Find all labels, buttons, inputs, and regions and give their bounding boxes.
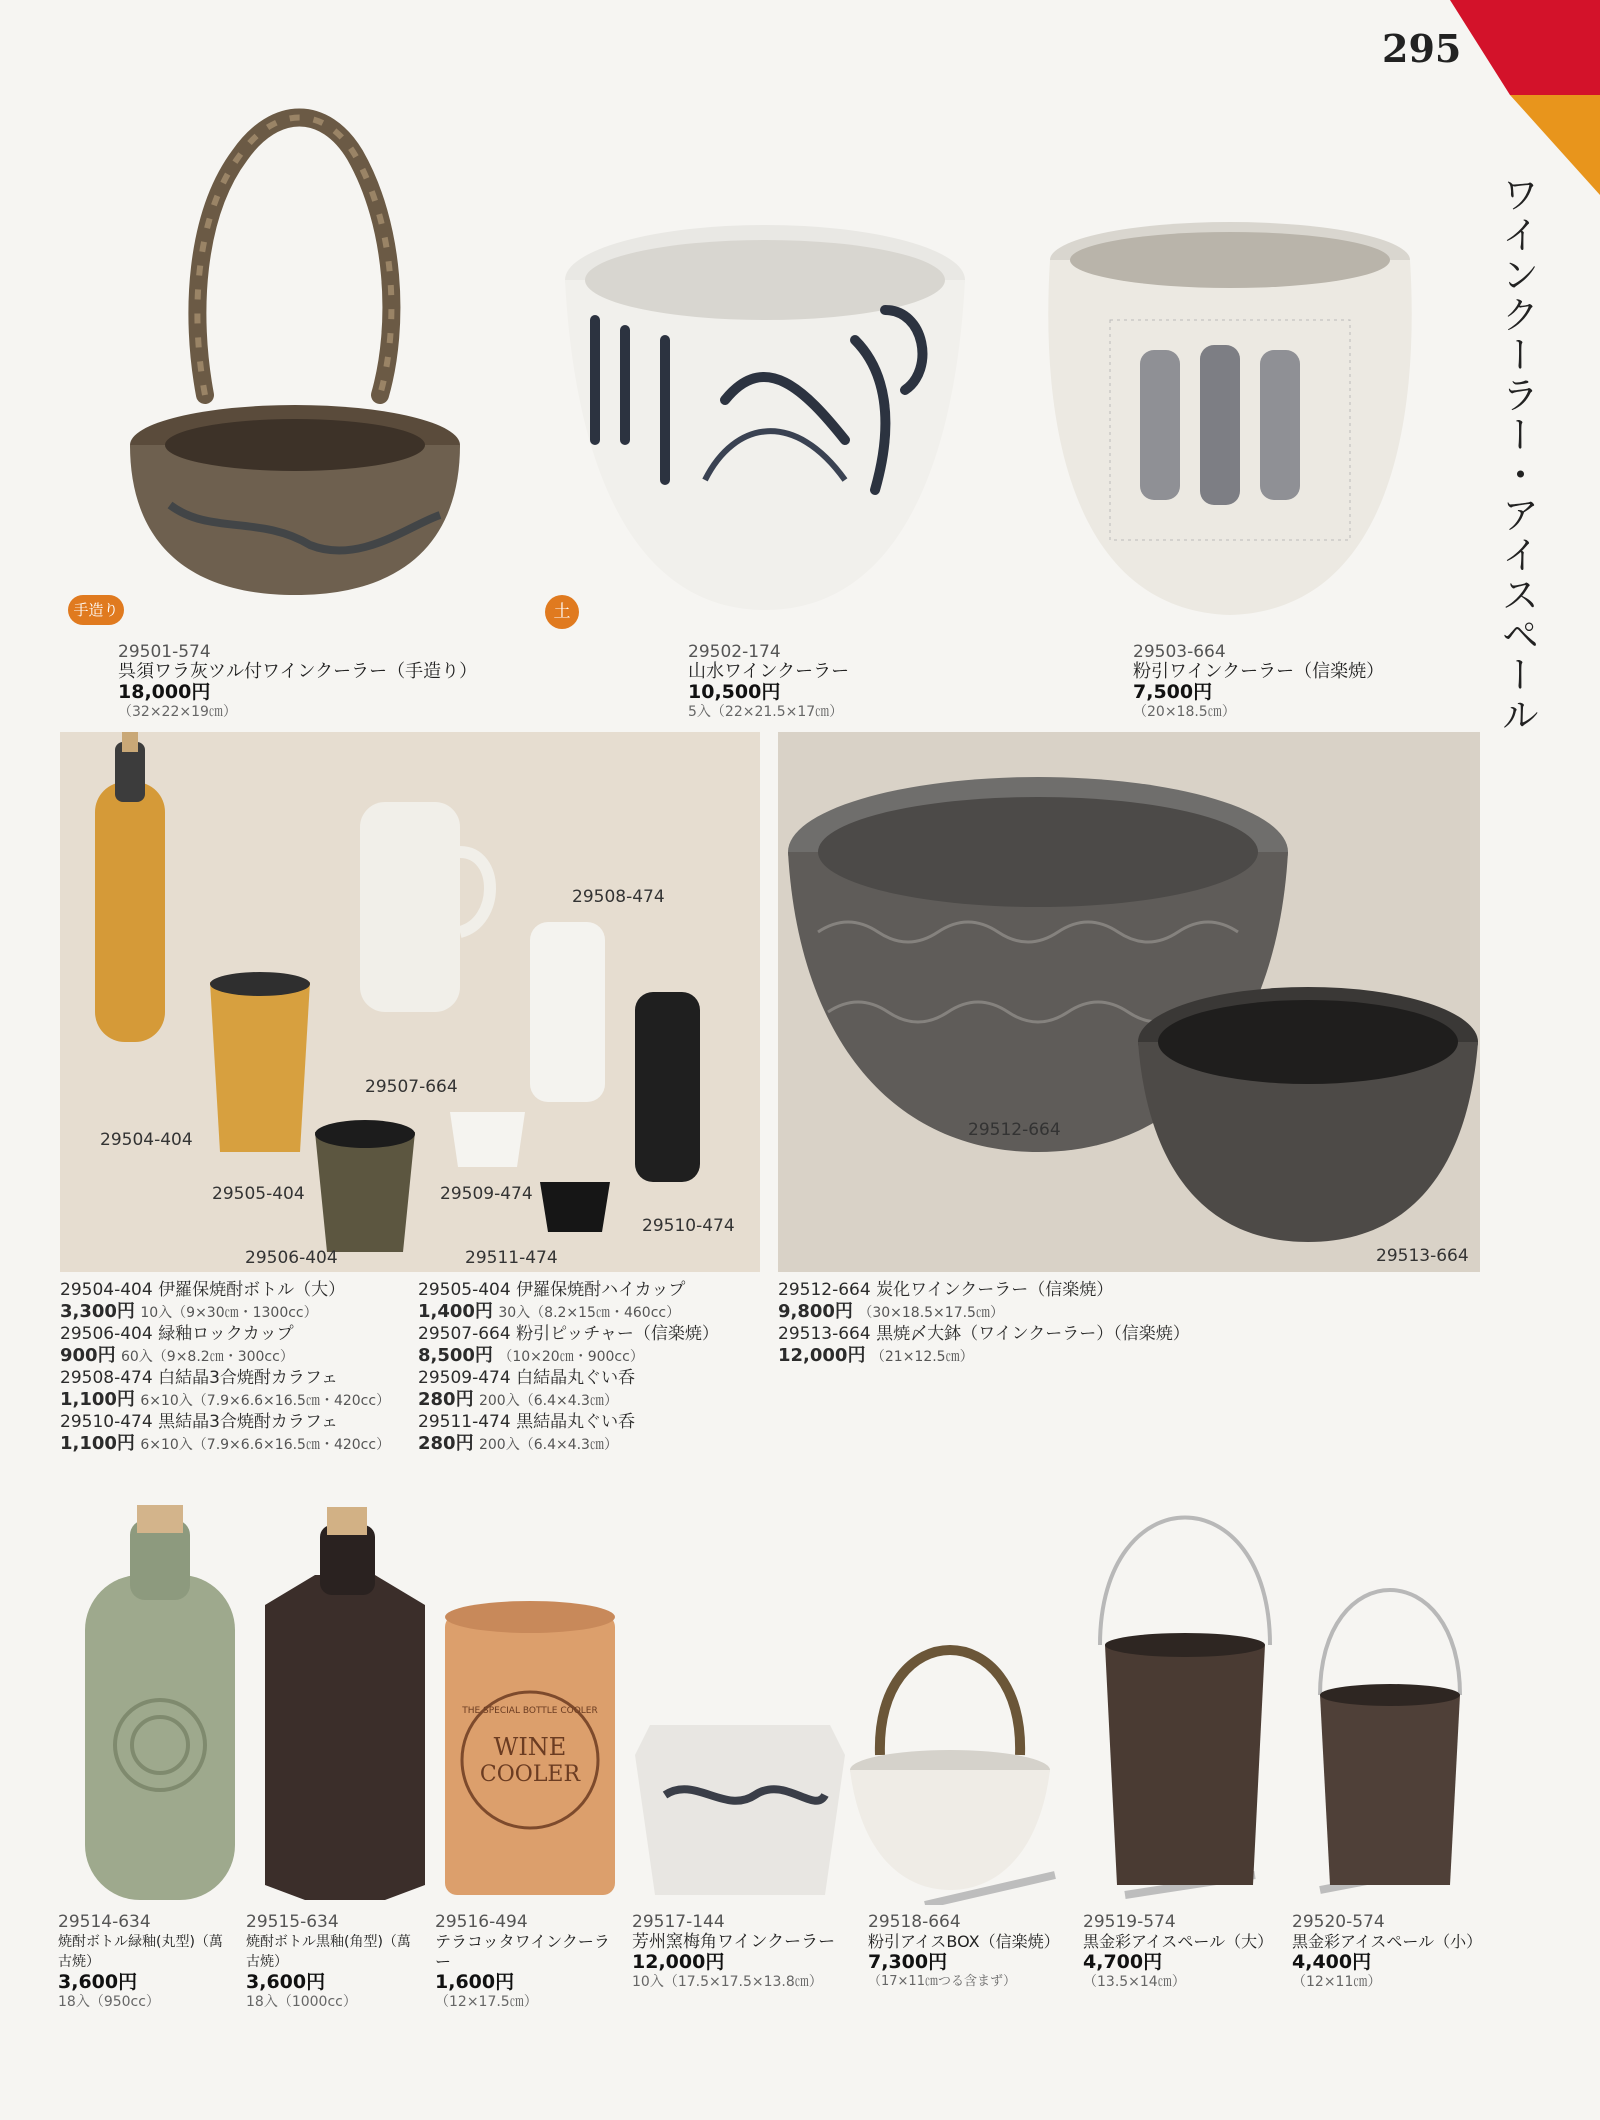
product-spec: （13.5×14㎝） xyxy=(1083,1974,1186,1990)
product-image-29501 xyxy=(110,95,470,615)
product-price: 3,600円 xyxy=(58,1971,138,1993)
caption-row xyxy=(418,1368,719,1389)
product-name: 白結晶3合焼酎カラフェ xyxy=(158,1368,339,1388)
product-price: 900円 xyxy=(60,1345,116,1366)
page-number: 295 xyxy=(1382,26,1462,71)
product-price: 4,400円 xyxy=(1292,1951,1372,1973)
product-name: 黒焼〆大鉢（ワインクーラー）（信楽焼） xyxy=(876,1324,1190,1344)
caption-row xyxy=(60,1345,390,1368)
label-29507: 29507-664 xyxy=(365,1077,458,1097)
caption-29517 xyxy=(632,1912,857,1992)
caption-row xyxy=(418,1280,719,1301)
caption-row xyxy=(418,1345,719,1368)
product-name: 伊羅保焼酎ハイカップ xyxy=(516,1280,686,1300)
product-name: 炭化ワインクーラー（信楽焼） xyxy=(876,1280,1114,1300)
caption-29519 xyxy=(1083,1912,1283,1992)
product-name: 白結晶丸ぐい呑 xyxy=(516,1368,636,1388)
cooler-print-cooler: COOLER xyxy=(479,1762,581,1787)
product-code: 29511-474 xyxy=(418,1412,511,1432)
corner-decoration xyxy=(1420,0,1600,200)
product-name: 芳州窯梅角ワインクーラー xyxy=(632,1932,836,1952)
product-name: テラコッタワインクーラー xyxy=(435,1932,610,1971)
product-spec: 18入（1000cc） xyxy=(246,1994,357,2010)
caption-row xyxy=(778,1345,1190,1368)
product-code: 29512-664 xyxy=(778,1280,871,1300)
product-spec: 200入（6.4×4.3㎝） xyxy=(478,1393,618,1409)
section-title: ワインクーラー・アイスペール xyxy=(1495,175,1539,735)
label-29506: 29506-404 xyxy=(245,1248,338,1268)
product-image-29502 xyxy=(555,220,975,620)
product-code: 29514-634 xyxy=(58,1912,151,1932)
product-price: 12,000円 xyxy=(778,1345,866,1366)
caption-29503 xyxy=(1133,642,1384,722)
product-code: 29513-664 xyxy=(778,1324,871,1344)
product-code: 29506-404 xyxy=(60,1324,153,1344)
caption-row xyxy=(60,1433,390,1456)
bowls-illustration xyxy=(778,732,1480,1272)
product-spec: （32×22×19㎝） xyxy=(118,704,237,720)
earth-badge: 土 xyxy=(545,595,579,629)
product-price: 8,500円 xyxy=(418,1345,493,1366)
product-spec: 18入（950cc） xyxy=(58,1994,160,2010)
product-code: 29515-634 xyxy=(246,1912,339,1932)
label-29512: 29512-664 xyxy=(968,1120,1061,1140)
label-29511: 29511-474 xyxy=(465,1248,558,1268)
product-spec: 10入（17.5×17.5×13.8㎝） xyxy=(632,1974,823,1990)
caption-row xyxy=(60,1280,390,1301)
caption-29501 xyxy=(118,642,477,722)
product-spec: 10入（9×30㎝・1300cc） xyxy=(140,1305,318,1321)
product-code: 29518-664 xyxy=(868,1912,961,1932)
product-spec: （30×18.5×17.5㎝） xyxy=(858,1305,1004,1321)
product-spec: 30入（8.2×15㎝・460cc） xyxy=(498,1305,681,1321)
product-code: 29508-474 xyxy=(60,1368,153,1388)
caption-list-right xyxy=(778,1280,1190,1368)
product-spec: 60入（9×8.2㎝・300cc） xyxy=(120,1349,294,1365)
caption-row xyxy=(60,1324,390,1345)
caption-29516 xyxy=(435,1912,625,2012)
product-price: 7,300円 xyxy=(868,1951,948,1973)
product-image-29503 xyxy=(1040,220,1420,620)
caption-row xyxy=(418,1324,719,1345)
product-code: 29509-474 xyxy=(418,1368,511,1388)
caption-29502 xyxy=(688,642,849,722)
bottom-products-illustration xyxy=(55,1505,1505,1905)
product-name: 黒金彩アイスペール（大） xyxy=(1083,1932,1274,1951)
product-name: 粉引ワインクーラー（信楽焼） xyxy=(1133,661,1385,682)
label-29510: 29510-474 xyxy=(642,1216,735,1236)
product-spec: 6×10入（7.9×6.6×16.5㎝・420cc） xyxy=(140,1393,391,1409)
product-price: 9,800円 xyxy=(778,1301,853,1322)
product-price: 1,400円 xyxy=(418,1301,493,1322)
product-price: 4,700円 xyxy=(1083,1951,1163,1973)
product-price: 3,600円 xyxy=(246,1971,326,1993)
caption-list-left xyxy=(60,1280,390,1456)
product-name: 粉引ピッチャー（信楽焼） xyxy=(516,1324,719,1344)
shochu-set-illustration xyxy=(60,732,760,1272)
caption-29515 xyxy=(246,1912,421,2012)
caption-row xyxy=(418,1389,719,1412)
label-29508: 29508-474 xyxy=(572,887,665,907)
product-price: 7,500円 xyxy=(1133,681,1213,703)
product-price: 12,000円 xyxy=(632,1951,725,1973)
caption-row xyxy=(778,1301,1190,1324)
label-29504: 29504-404 xyxy=(100,1130,193,1150)
product-code: 29516-494 xyxy=(435,1912,528,1932)
product-name: 伊羅保焼酎ボトル（大） xyxy=(158,1280,346,1300)
product-name: 緑釉ロックカップ xyxy=(158,1324,294,1344)
caption-row xyxy=(60,1368,390,1389)
product-price: 1,100円 xyxy=(60,1389,135,1410)
product-name: 粉引アイスBOX（信楽焼） xyxy=(868,1932,1060,1951)
caption-29518 xyxy=(868,1912,1068,1992)
product-name: 呉須ワラ灰ツル付ワインクーラー（手造り） xyxy=(118,661,478,682)
product-spec: （21×12.5㎝） xyxy=(870,1349,974,1365)
photo-shochu-set xyxy=(60,732,760,1272)
product-price: 1,100円 xyxy=(60,1433,135,1454)
product-price: 1,600円 xyxy=(435,1971,515,1993)
caption-row xyxy=(60,1301,390,1324)
product-price: 10,500円 xyxy=(688,681,781,703)
product-code: 29502-174 xyxy=(688,642,781,662)
label-29513: 29513-664 xyxy=(1376,1246,1469,1266)
product-code: 29501-574 xyxy=(118,642,211,662)
product-spec: （17×11㎝つる含まず） xyxy=(868,1974,1016,1989)
product-code: 29503-664 xyxy=(1133,642,1226,662)
product-code: 29519-574 xyxy=(1083,1912,1176,1932)
product-code: 29520-574 xyxy=(1292,1912,1385,1932)
label-29505: 29505-404 xyxy=(212,1184,305,1204)
caption-29514 xyxy=(58,1912,233,2012)
product-spec: （12×11㎝） xyxy=(1292,1974,1382,1990)
product-code: 29510-474 xyxy=(60,1412,153,1432)
caption-row xyxy=(60,1389,390,1412)
product-name: 焼酎ボトル黒釉(角型)（萬古焼） xyxy=(246,1934,411,1970)
product-price: 280円 xyxy=(418,1433,474,1454)
cooler-print-wine: WINE xyxy=(493,1733,567,1761)
caption-row xyxy=(778,1324,1190,1345)
product-price: 18,000円 xyxy=(118,681,211,703)
caption-29520 xyxy=(1292,1912,1492,1992)
caption-row xyxy=(60,1412,390,1433)
product-code: 29505-404 xyxy=(418,1280,511,1300)
product-name: 黒結晶丸ぐい呑 xyxy=(516,1412,636,1432)
product-price: 280円 xyxy=(418,1389,474,1410)
caption-row xyxy=(418,1301,719,1324)
product-spec: 200入（6.4×4.3㎝） xyxy=(478,1437,618,1453)
product-code: 29517-144 xyxy=(632,1912,725,1932)
photo-wine-cooler-bowls xyxy=(778,732,1480,1272)
caption-row xyxy=(418,1412,719,1433)
product-name: 山水ワインクーラー xyxy=(688,661,850,682)
product-spec: 5入（22×21.5×17㎝） xyxy=(688,704,844,720)
product-spec: （12×17.5㎝） xyxy=(435,1994,538,2010)
cooler-print-special: THE SPECIAL BOTTLE COOLER xyxy=(462,1706,598,1716)
product-price: 3,300円 xyxy=(60,1301,135,1322)
caption-row xyxy=(778,1280,1190,1301)
handmade-badge: 手造り xyxy=(68,595,124,625)
product-spec: 6×10入（7.9×6.6×16.5㎝・420cc） xyxy=(140,1437,391,1453)
caption-list-center xyxy=(418,1280,719,1456)
label-29509: 29509-474 xyxy=(440,1184,533,1204)
product-name: 黒金彩アイスペール（小） xyxy=(1292,1932,1483,1951)
product-code: 29507-664 xyxy=(418,1324,511,1344)
product-spec: （20×18.5㎝） xyxy=(1133,704,1236,720)
product-code: 29504-404 xyxy=(60,1280,153,1300)
product-name: 黒結晶3合焼酎カラフェ xyxy=(158,1412,339,1432)
product-spec: （10×20㎝・900cc） xyxy=(498,1349,644,1365)
product-name: 焼酎ボトル緑釉(丸型)（萬古焼） xyxy=(58,1934,223,1970)
caption-row xyxy=(418,1433,719,1456)
